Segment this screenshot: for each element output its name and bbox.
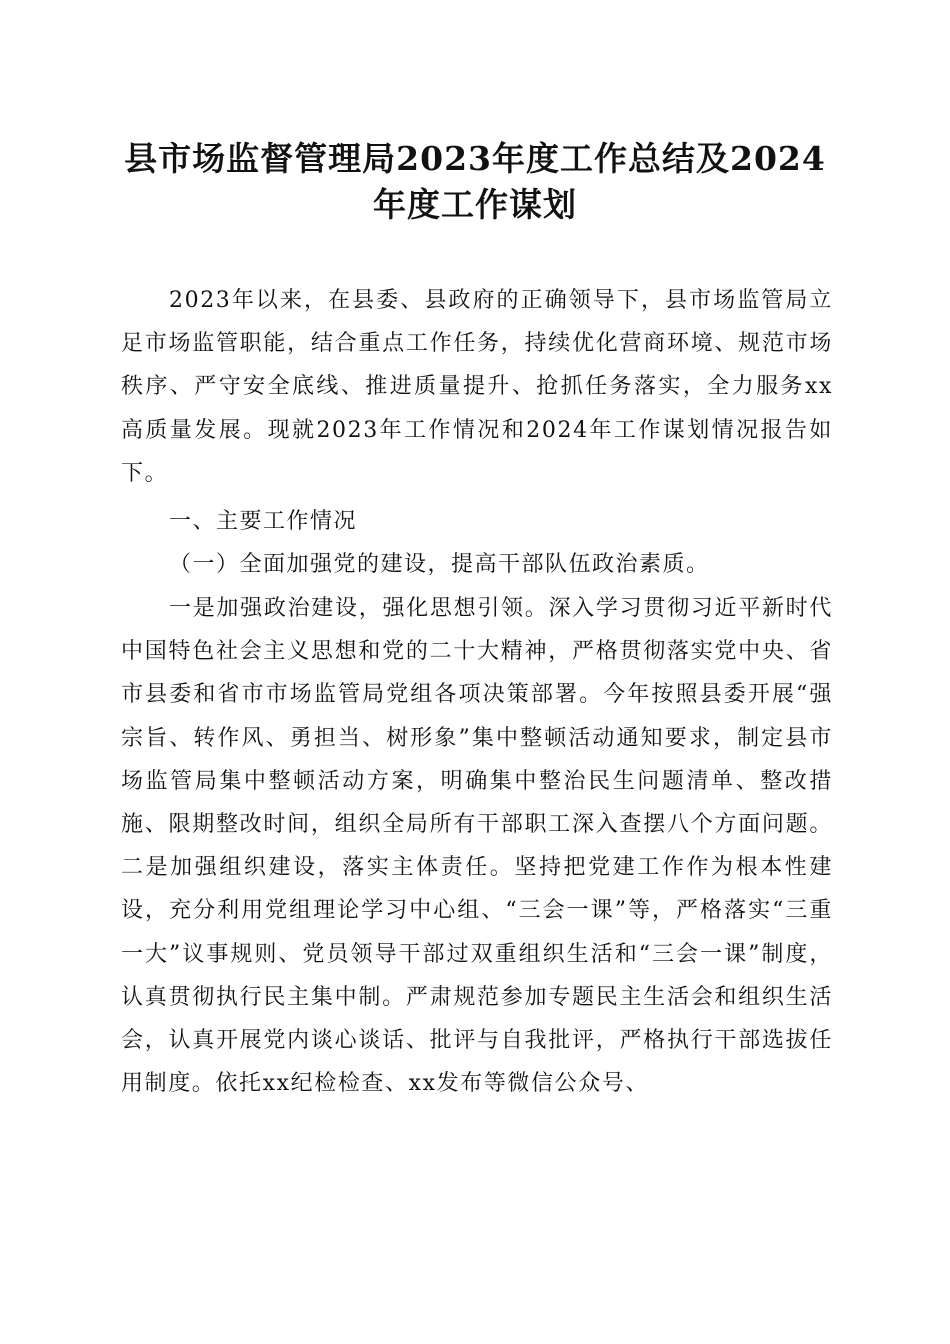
subsection-heading: （一）全面加强党的建设，提高干部队伍政治素质。 bbox=[169, 552, 710, 577]
intro-paragraph: 2023年以来，在县委、县政府的正确领导下，县市场监管局立足市场监管职能，结合重点工作任务，持续优化营商环境、规范市场秩序、严守安全底线、推进质量提升、抢抓任务落实，全力服务xx高质量发展。现就2023年工作情况和2024年工作谋划情况报告如下。 bbox=[121, 288, 833, 486]
document-title: 县市场监督管理局2023年度工作总结及2024年度工作谋划 bbox=[124, 139, 826, 224]
body-paragraph: 一是加强政治建设，强化思想引领。深入学习贯彻习近平新时代中国特色社会主义思想和党的二十大精神，严格贯彻落实党中央、省市县委和省市市场监管局党组各项决策部署。今年按照县委开展“强宗旨、转作风、勇担当、树形象”集中整顿活动通知要求，制定县市场监管局集中整顿活动方案，明确集中整治民生问题清单、整改措施、限期整改时间，组织全局所有干部职工深入查摆八个方面问题。二是加强组织建设，落实主体责任。坚持把党建工作作为根本性建设，充分利用党组理论学习中心组、“三会一课”等，严格落实“三重一大”议事规则、党员领导干部过双重组织生活和“三会一课”制度，认真贯彻执行民主集中制。严肃规范参加专题民主生活会和组织生活会，认真开展党内谈心谈话、批评与自我批评，严格执行干部选拔任用制度。依托xx纪检检查、xx发布等微信公众号、 bbox=[121, 596, 833, 1097]
section-heading: 一、主要工作情况 bbox=[169, 509, 358, 534]
